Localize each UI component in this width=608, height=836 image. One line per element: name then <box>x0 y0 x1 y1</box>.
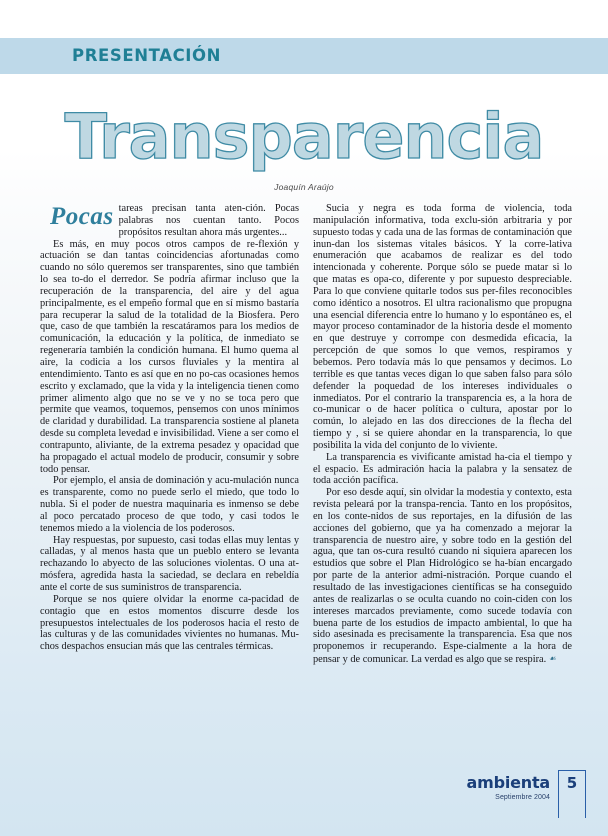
paragraph <box>313 487 572 666</box>
page-number-box <box>558 770 586 818</box>
end-of-article-ornament-icon: ☙ <box>549 654 557 664</box>
section-title: PRESENTACIÓN <box>72 46 222 65</box>
paragraph: Sucia y negra es toda forma de violencia, toda manipulación informativa, toda exclu-sión arbitraria y por supuesto todas y cada una de las formas de contaminación que inun-dan los sistemas vitales básicos. Y la corre-lativa enumeración que acabamos de realizar es del todo intencionada y coherente. Porque sólo se puede matar si lo que matas es opa-co, diferente y por supuesto despreciable. Para lo que conviene quitarle todos sus per-files reconocibles como idéntico a nosotros. El ultra racionalismo que propugna una esencial diferencia entre lo humano y lo espontáneo es, el mayor proceso contaminador de la historia desde el momento en que destruye y corrompe con desmedida eficacia, la percepción de que somos lo que vemos, respiramos y bebemos. Pero todavía más lo que pensamos y decimos. Lo terrible es que tantas veces digan lo que saben falso para sólo defender la poquedad de los intereses individuales o inmediatos. Por el contrario la transparencia es, a la hora de co-municar o de hacer política o cultura, apostar por lo común, lo alejado en las dos direcciones de la flecha del tiempo y , si se quiere ahondar en la transparencia, lo que posibilita la vida del conjunto de lo viviente. <box>313 203 572 451</box>
page-footer <box>467 770 587 818</box>
masthead <box>0 100 608 173</box>
paragraph-lead <box>40 203 299 239</box>
paragraph: La transparencia es vivificante amistad ha-cia el tiempo y el espacio. Es admiración hacia la palabra y la sensatez de toda acción pacífica. <box>313 451 572 487</box>
paragraph: Por ejemplo, el ansia de dominación y acu-mulación nunca es transparente, como no puede serlo el miedo, que todo lo nubla. Si el poder de nuestra maquinaria es inmenso se debe al poco percatado proceso de que todo, y casi todos le tenemos miedo a la violencia de los poderosos. <box>40 475 299 534</box>
page-number: 5 <box>566 774 578 792</box>
magazine-name: ambienta <box>466 773 550 792</box>
author-byline: Joaquín Araújo <box>274 182 334 192</box>
left-column <box>40 203 299 666</box>
paragraph: Porque se nos quiere olvidar la enorme ca-pacidad de contagio que en estos momentos discurre desde los presupuestos intelectuales de los poderosos hacia el resto de las culturas y de las comunidades vivientes no humanas. Mu-chos despachos ensucian más que las centrales térmicas. <box>40 593 299 653</box>
paragraph-text: Por eso desde aquí, sin olvidar la modestia y contexto, esta revista peleará por la transpa-rencia. Tanto en los propósitos, en los conte-nidos de sus reportajes, en la difusión de las acciones del gobierno, que ya ha comenzado a mejorar la transparencia de nuestro aire, y sobre todo en la gestión del agua, que tan os-cura resultó cuando ni siquiera aparecen los estudios que sobre el Plan Hidrológico se ha-bían encargado por parte de la anterior admi-nistración. Porque cuando el resultado de las investigaciones científicas se ha conseguido antes de realizarlas o se oculta cuando no coin-ciden con los intereses marcados previamente, como sucede todavía con buena parte de los estudios de impacto ambiental, lo que ha sido asesinada es precisamente la transparencia. Esa que nos proponemos ir recuperando. Espe-cialmente a la hora de pensar y de comunicar. La verdad es algo que se respira. <box>313 487 572 666</box>
article-body <box>40 203 572 666</box>
paragraph: Hay respuestas, por supuesto, casi todas ellas muy lentas y calladas, y al menos hasta que un pueblo entero se levanta rechazando lo abyecto de las soluciones violentas. O una at-mósfera, agredida hasta la saciedad, se declara en rebeldía ante el corte de sus suministros de transparencia. <box>40 534 299 593</box>
article-title: Transparencia <box>64 100 544 173</box>
footer-brand-group <box>467 770 559 801</box>
drop-word: Pocas <box>50 203 114 230</box>
paragraph: Es más, en muy pocos otros campos de re-flexión y actuación se dan tantas coincidencias afortunadas como cuando no sólo queremos ser transparentes, sino que también lo sea to-do el derredor. Se podría afirmar incluso que la recuperación de la transparencia, del aire y del agua principalmente, es el empeño formal que en sí mismo bastaría para recuperar la salud de la totalidad de la Biosfera. Pero que, caso de que también la rescatáramos para los medios de comunicación, la educación y la política, de inmediato se regeneraría también la condición humana. El humo quema al aire, la codicia a los cursos fluviales y la mentira al entendimiento. Tanto es así que en no po-cas ocasiones hemos escrito y exclamado, que la vida y la inteligencia tienen como primer alimento algo que no se ve y no se toca pero que permite que veamos, toquemos, pensemos con unos mínimos de claridad y durabilidad. La transparencia sostiene al planeta desde su completa levedad e invisibilidad. Viene a ser como el contrapunto, aliviante, de la extrema pesadez y opacidad que ha propagado el actual modelo de producir, consumir y sobre todo pensar. <box>40 238 299 475</box>
issue-date: Septiembre 2004 <box>495 794 550 801</box>
paragraph-text: tareas precisan tanta aten-ción. Pocas palabras nos cuentan tanto. Pocos propósitos resultan ahora más urgentes... <box>118 203 299 238</box>
right-column <box>313 203 572 666</box>
